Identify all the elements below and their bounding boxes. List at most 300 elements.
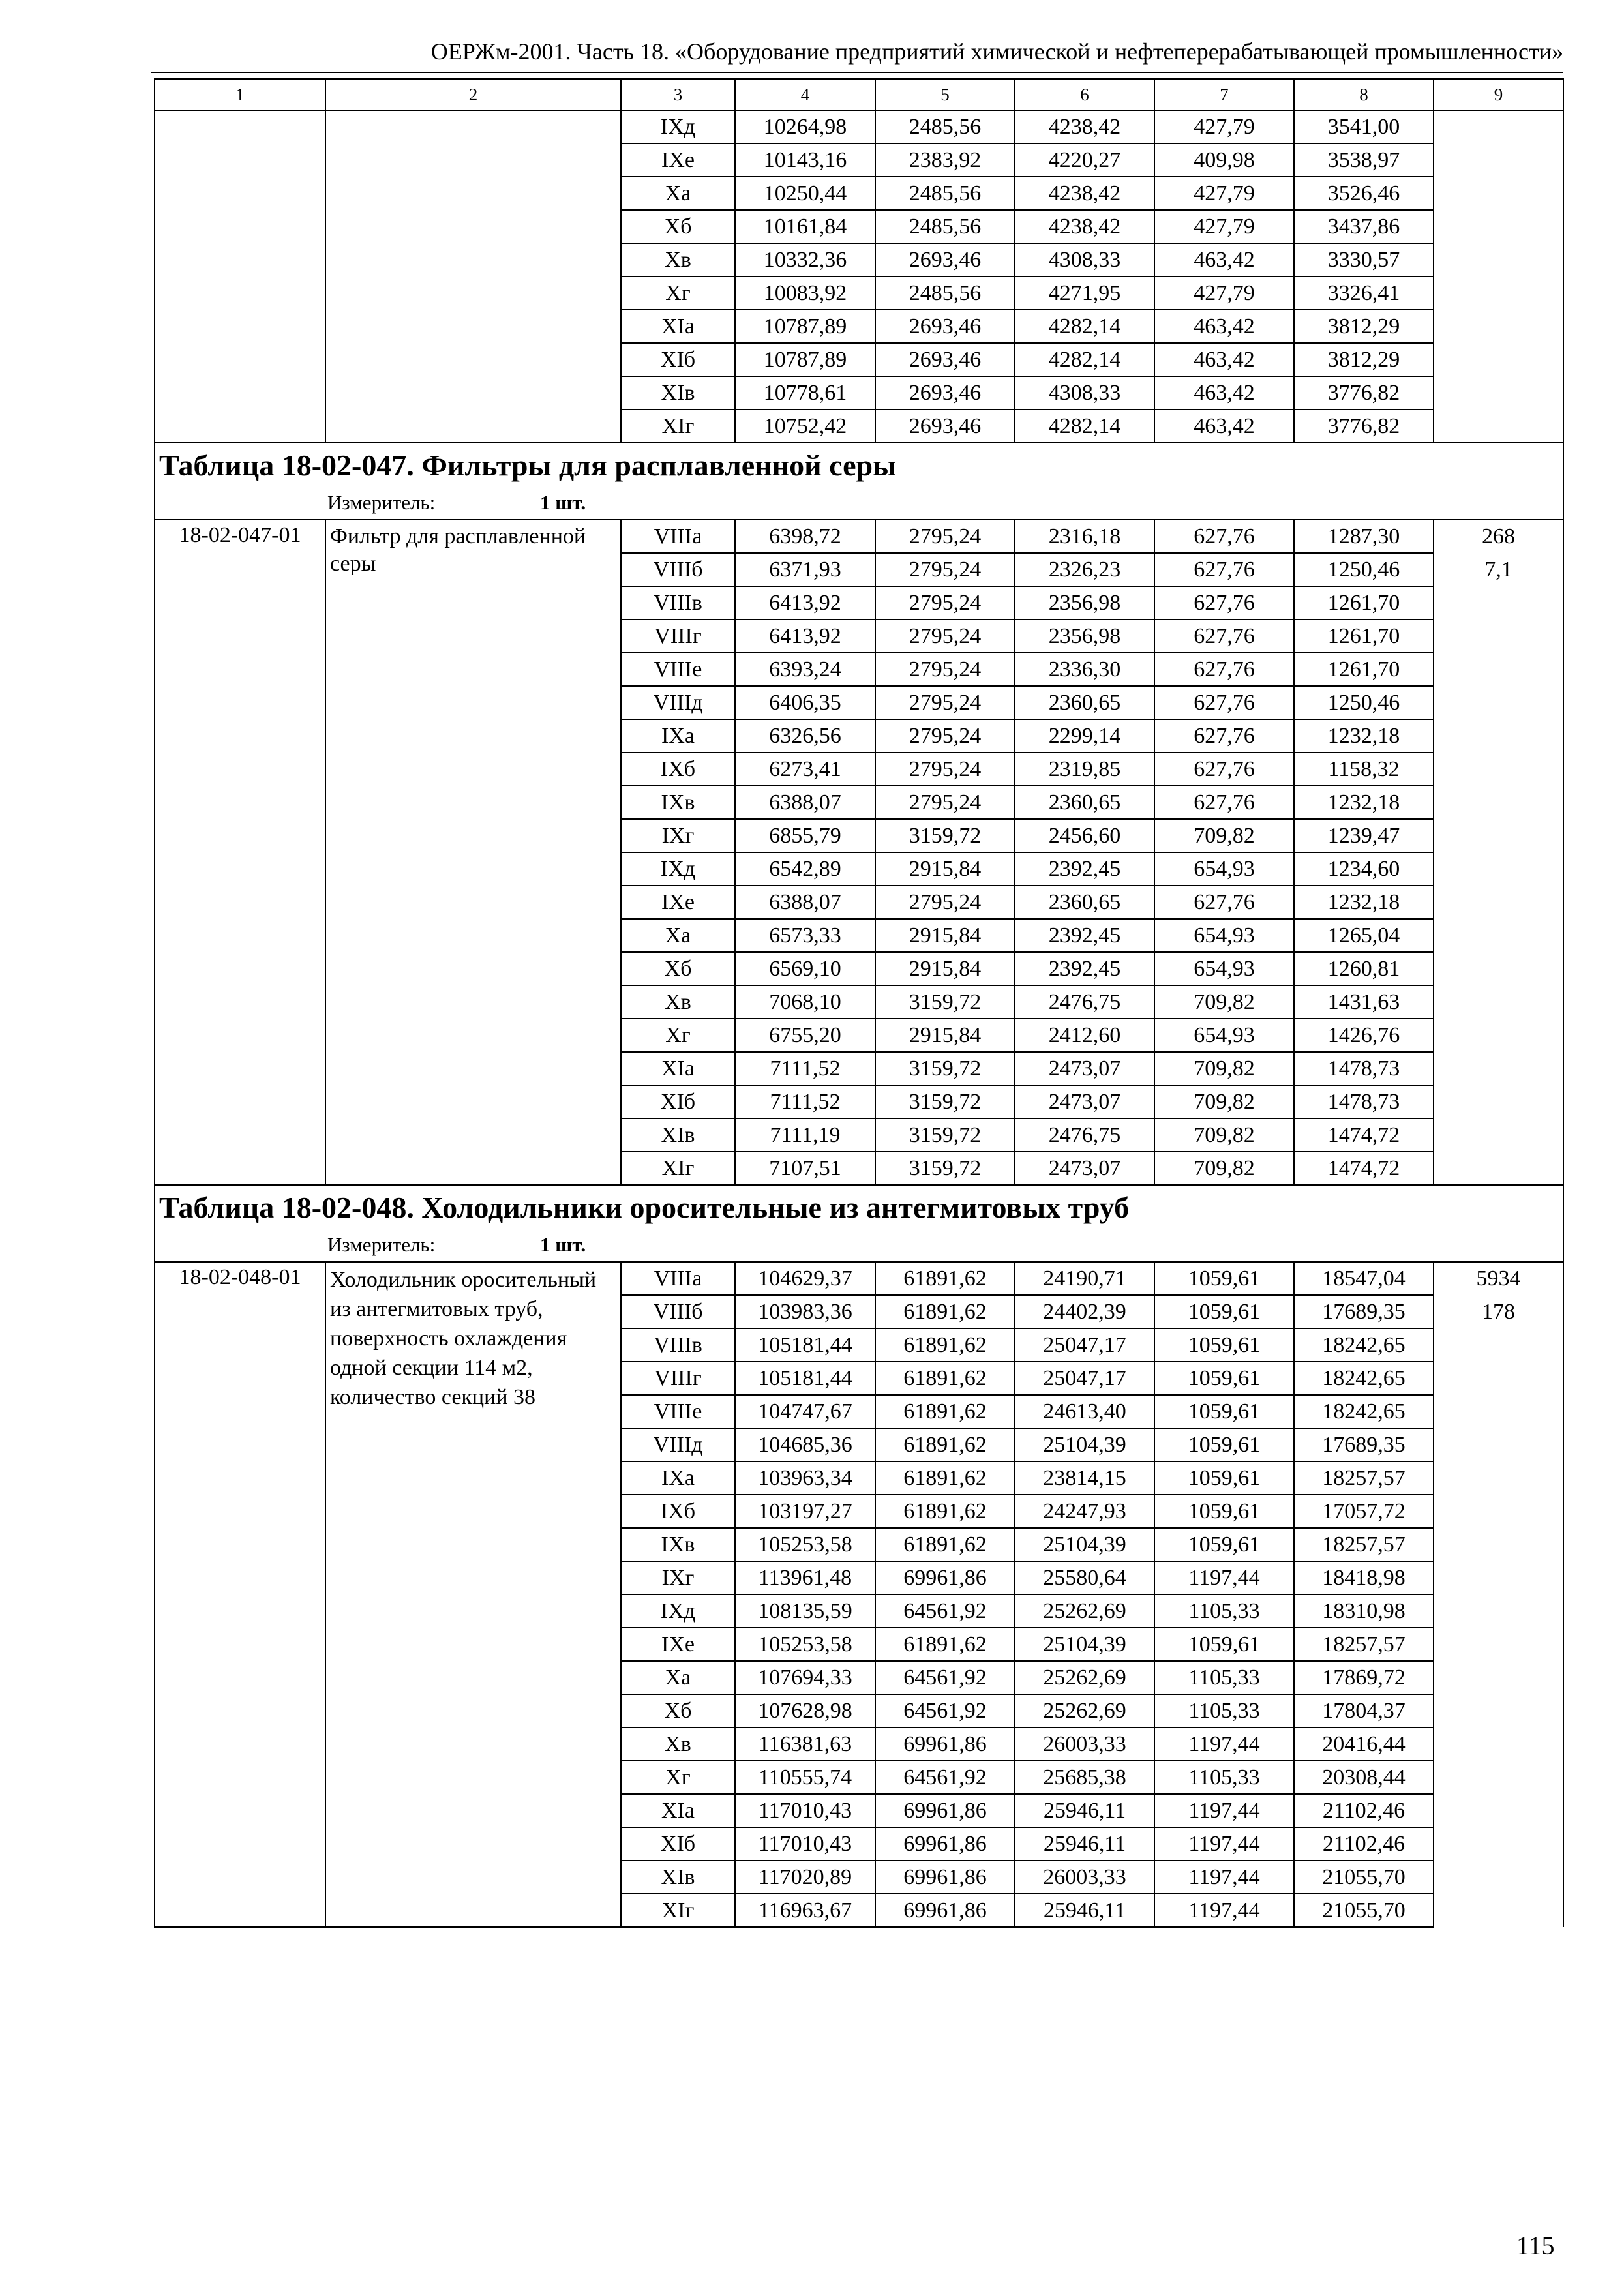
col9-cell	[1434, 1794, 1563, 1827]
col9-cell	[1434, 1152, 1563, 1185]
zone-cell: Xг	[621, 277, 735, 310]
col9-cell	[1434, 686, 1563, 719]
value-cell: 1232,18	[1294, 786, 1434, 819]
column-number: 5	[875, 79, 1015, 110]
value-cell: 627,76	[1154, 719, 1294, 753]
value-cell: 654,93	[1154, 1019, 1294, 1052]
value-cell: 4238,42	[1015, 210, 1154, 243]
zone-cell: IXв	[621, 1528, 735, 1561]
zone-cell: VIIIб	[621, 553, 735, 586]
value-cell: 10332,36	[735, 243, 875, 277]
value-cell: 64561,92	[875, 1661, 1015, 1694]
value-cell: 25946,11	[1015, 1827, 1154, 1861]
zone-cell: Xа	[621, 1661, 735, 1694]
zone-cell: Xб	[621, 1694, 735, 1728]
value-cell: 4308,33	[1015, 376, 1154, 410]
value-cell: 2795,24	[875, 753, 1015, 786]
value-cell: 6413,92	[735, 586, 875, 620]
value-cell: 2473,07	[1015, 1085, 1154, 1118]
value-cell: 463,42	[1154, 243, 1294, 277]
value-cell: 627,76	[1154, 653, 1294, 686]
value-cell: 1105,33	[1154, 1694, 1294, 1728]
value-cell: 1426,76	[1294, 1019, 1434, 1052]
table-title: Таблица 18-02-047. Фильтры для расплавленной серы	[155, 443, 1563, 486]
zone-cell: IXд	[621, 110, 735, 143]
col9-cell	[1434, 1561, 1563, 1594]
value-cell: 654,93	[1154, 919, 1294, 952]
value-cell: 2456,60	[1015, 819, 1154, 852]
value-cell: 26003,33	[1015, 1728, 1154, 1761]
table-body	[155, 79, 1563, 1927]
value-cell: 1059,61	[1154, 1395, 1294, 1428]
col9-cell	[1434, 343, 1563, 376]
value-cell: 108135,59	[735, 1594, 875, 1628]
value-cell: 104629,37	[735, 1262, 875, 1295]
name-cell	[325, 110, 621, 443]
value-cell: 627,76	[1154, 586, 1294, 620]
col9-cell: 268	[1434, 520, 1563, 553]
value-cell: 709,82	[1154, 1118, 1294, 1152]
col9-cell: 178	[1434, 1295, 1563, 1328]
value-cell: 3812,29	[1294, 343, 1434, 376]
value-cell: 3538,97	[1294, 143, 1434, 177]
value-cell: 2473,07	[1015, 1152, 1154, 1185]
value-cell: 105253,58	[735, 1628, 875, 1661]
value-cell: 61891,62	[875, 1628, 1015, 1661]
value-cell: 2412,60	[1015, 1019, 1154, 1052]
value-cell: 61891,62	[875, 1262, 1015, 1295]
col9-cell	[1434, 985, 1563, 1019]
value-cell: 463,42	[1154, 343, 1294, 376]
col9-cell: 5934	[1434, 1262, 1563, 1295]
value-cell: 1232,18	[1294, 719, 1434, 753]
value-cell: 18242,65	[1294, 1362, 1434, 1395]
value-cell: 3776,82	[1294, 410, 1434, 443]
value-cell: 7111,52	[735, 1085, 875, 1118]
value-cell: 2356,98	[1015, 586, 1154, 620]
value-cell: 2326,23	[1015, 553, 1154, 586]
value-cell: 627,76	[1154, 686, 1294, 719]
value-cell: 1232,18	[1294, 886, 1434, 919]
col9-cell	[1434, 753, 1563, 786]
value-cell: 2319,85	[1015, 753, 1154, 786]
value-cell: 627,76	[1154, 620, 1294, 653]
value-cell: 64561,92	[875, 1694, 1015, 1728]
zone-cell: Xб	[621, 210, 735, 243]
column-number: 6	[1015, 79, 1154, 110]
value-cell: 709,82	[1154, 1152, 1294, 1185]
zone-cell: Xв	[621, 1728, 735, 1761]
column-number: 2	[325, 79, 621, 110]
value-cell: 2473,07	[1015, 1052, 1154, 1085]
value-cell: 117020,89	[735, 1861, 875, 1894]
value-cell: 1059,61	[1154, 1461, 1294, 1495]
value-cell: 61891,62	[875, 1495, 1015, 1528]
value-cell: 4271,95	[1015, 277, 1154, 310]
col9-cell	[1434, 177, 1563, 210]
value-cell: 463,42	[1154, 410, 1294, 443]
col9-cell	[1434, 1495, 1563, 1528]
col9-cell: 7,1	[1434, 553, 1563, 586]
col9-cell	[1434, 1395, 1563, 1428]
value-cell: 463,42	[1154, 376, 1294, 410]
zone-cell: IXе	[621, 886, 735, 919]
zone-cell: XIа	[621, 310, 735, 343]
value-cell: 6393,24	[735, 653, 875, 686]
value-cell: 10787,89	[735, 343, 875, 376]
zone-cell: IXг	[621, 819, 735, 852]
value-cell: 10083,92	[735, 277, 875, 310]
value-cell: 61891,62	[875, 1528, 1015, 1561]
col9-cell	[1434, 1728, 1563, 1761]
zone-cell: IXе	[621, 1628, 735, 1661]
measure-row	[155, 1229, 1563, 1262]
value-cell: 1234,60	[1294, 852, 1434, 886]
col9-cell	[1434, 1328, 1563, 1362]
zone-cell: Xв	[621, 985, 735, 1019]
value-cell: 627,76	[1154, 553, 1294, 586]
value-cell: 3526,46	[1294, 177, 1434, 210]
value-cell: 21055,70	[1294, 1861, 1434, 1894]
price-table	[154, 78, 1564, 1928]
value-cell: 18418,98	[1294, 1561, 1434, 1594]
col9-cell	[1434, 1594, 1563, 1628]
col9-cell	[1434, 819, 1563, 852]
col9-cell	[1434, 1428, 1563, 1461]
value-cell: 1478,73	[1294, 1052, 1434, 1085]
value-cell: 64561,92	[875, 1594, 1015, 1628]
zone-cell: XIг	[621, 1152, 735, 1185]
value-cell: 3159,72	[875, 985, 1015, 1019]
value-cell: 4282,14	[1015, 343, 1154, 376]
value-cell: 23814,15	[1015, 1461, 1154, 1495]
zone-cell: XIа	[621, 1794, 735, 1827]
col9-cell	[1434, 1362, 1563, 1395]
value-cell: 1105,33	[1154, 1661, 1294, 1694]
value-cell: 20416,44	[1294, 1728, 1434, 1761]
value-cell: 1059,61	[1154, 1295, 1294, 1328]
value-cell: 1197,44	[1154, 1561, 1294, 1594]
zone-cell: Xа	[621, 177, 735, 210]
value-cell: 1059,61	[1154, 1495, 1294, 1528]
value-cell: 3541,00	[1294, 110, 1434, 143]
value-cell: 2915,84	[875, 1019, 1015, 1052]
value-cell: 3159,72	[875, 1085, 1015, 1118]
value-cell: 1478,73	[1294, 1085, 1434, 1118]
value-cell: 2336,30	[1015, 653, 1154, 686]
value-cell: 6855,79	[735, 819, 875, 852]
value-cell: 105181,44	[735, 1328, 875, 1362]
col9-cell	[1434, 919, 1563, 952]
value-cell: 1250,46	[1294, 553, 1434, 586]
value-cell: 25262,69	[1015, 1661, 1154, 1694]
value-cell: 17869,72	[1294, 1661, 1434, 1694]
value-cell: 2476,75	[1015, 985, 1154, 1019]
column-number: 8	[1294, 79, 1434, 110]
value-cell: 10143,16	[735, 143, 875, 177]
value-cell: 6569,10	[735, 952, 875, 985]
value-cell: 2693,46	[875, 410, 1015, 443]
value-cell: 4282,14	[1015, 410, 1154, 443]
zone-cell: VIIIд	[621, 1428, 735, 1461]
value-cell: 105181,44	[735, 1362, 875, 1395]
zone-cell: VIIIг	[621, 1362, 735, 1395]
value-cell: 1287,30	[1294, 520, 1434, 553]
value-cell: 2485,56	[875, 177, 1015, 210]
value-cell: 110555,74	[735, 1761, 875, 1794]
value-cell: 18257,57	[1294, 1461, 1434, 1495]
section-title-row	[155, 443, 1563, 486]
value-cell: 4308,33	[1015, 243, 1154, 277]
value-cell: 2485,56	[875, 277, 1015, 310]
value-cell: 2795,24	[875, 719, 1015, 753]
col9-cell	[1434, 1861, 1563, 1894]
value-cell: 2485,56	[875, 210, 1015, 243]
col9-cell	[1434, 1019, 1563, 1052]
value-cell: 24613,40	[1015, 1395, 1154, 1428]
zone-cell: Xг	[621, 1761, 735, 1794]
value-cell: 1059,61	[1154, 1428, 1294, 1461]
value-cell: 18257,57	[1294, 1628, 1434, 1661]
col9-cell	[1434, 243, 1563, 277]
value-cell: 709,82	[1154, 1085, 1294, 1118]
value-cell: 69961,86	[875, 1728, 1015, 1761]
col9-cell	[1434, 1461, 1563, 1495]
zone-cell: XIа	[621, 1052, 735, 1085]
value-cell: 10264,98	[735, 110, 875, 143]
table-row	[155, 1262, 1563, 1295]
zone-cell: XIв	[621, 1118, 735, 1152]
value-cell: 25580,64	[1015, 1561, 1154, 1594]
value-cell: 463,42	[1154, 310, 1294, 343]
value-cell: 6406,35	[735, 686, 875, 719]
column-number: 1	[155, 79, 325, 110]
value-cell: 6273,41	[735, 753, 875, 786]
table-row	[155, 110, 1563, 143]
value-cell: 10161,84	[735, 210, 875, 243]
value-cell: 61891,62	[875, 1295, 1015, 1328]
value-cell: 427,79	[1154, 110, 1294, 143]
column-number: 9	[1434, 79, 1563, 110]
table-title: Таблица 18-02-048. Холодильники оросительные из антегмитовых труб	[155, 1185, 1563, 1229]
value-cell: 627,76	[1154, 886, 1294, 919]
value-cell: 1105,33	[1154, 1594, 1294, 1628]
value-cell: 2795,24	[875, 786, 1015, 819]
value-cell: 1197,44	[1154, 1861, 1294, 1894]
value-cell: 2485,56	[875, 110, 1015, 143]
zone-cell: VIIIе	[621, 1395, 735, 1428]
value-cell: 3326,41	[1294, 277, 1434, 310]
col9-cell	[1434, 1052, 1563, 1085]
value-cell: 103983,36	[735, 1295, 875, 1328]
column-number: 3	[621, 79, 735, 110]
value-cell: 25946,11	[1015, 1794, 1154, 1827]
value-cell: 427,79	[1154, 277, 1294, 310]
measure-unit: 1 шт.	[540, 491, 586, 514]
value-cell: 3812,29	[1294, 310, 1434, 343]
code-cell: 18-02-048-01	[155, 1262, 325, 1927]
value-cell: 6388,07	[735, 786, 875, 819]
value-cell: 2693,46	[875, 243, 1015, 277]
value-cell: 2360,65	[1015, 886, 1154, 919]
col9-cell	[1434, 210, 1563, 243]
value-cell: 1260,81	[1294, 952, 1434, 985]
value-cell: 61891,62	[875, 1395, 1015, 1428]
value-cell: 3776,82	[1294, 376, 1434, 410]
value-cell: 2795,24	[875, 653, 1015, 686]
value-cell: 2915,84	[875, 852, 1015, 886]
value-cell: 3330,57	[1294, 243, 1434, 277]
value-cell: 116381,63	[735, 1728, 875, 1761]
value-cell: 10787,89	[735, 310, 875, 343]
value-cell: 1059,61	[1154, 1262, 1294, 1295]
value-cell: 709,82	[1154, 985, 1294, 1019]
zone-cell: Xа	[621, 919, 735, 952]
col9-cell	[1434, 310, 1563, 343]
measure-row	[155, 486, 1563, 520]
col9-cell	[1434, 1694, 1563, 1728]
value-cell: 21102,46	[1294, 1794, 1434, 1827]
zone-cell: VIIIд	[621, 686, 735, 719]
value-cell: 6542,89	[735, 852, 875, 886]
value-cell: 1431,63	[1294, 985, 1434, 1019]
col9-cell	[1434, 786, 1563, 819]
zone-cell: Xв	[621, 243, 735, 277]
value-cell: 6388,07	[735, 886, 875, 919]
value-cell: 61891,62	[875, 1428, 1015, 1461]
col9-cell	[1434, 143, 1563, 177]
section-title-row	[155, 1185, 1563, 1229]
value-cell: 1197,44	[1154, 1728, 1294, 1761]
value-cell: 4238,42	[1015, 177, 1154, 210]
zone-cell: XIв	[621, 376, 735, 410]
value-cell: 25047,17	[1015, 1328, 1154, 1362]
value-cell: 2795,24	[875, 520, 1015, 553]
zone-cell: Xг	[621, 1019, 735, 1052]
measure-cell	[155, 1229, 1563, 1262]
value-cell: 3437,86	[1294, 210, 1434, 243]
zone-cell: XIб	[621, 343, 735, 376]
measure-label: Измеритель:	[327, 491, 436, 514]
value-cell: 20308,44	[1294, 1761, 1434, 1794]
running-header: ОЕРЖм-2001. Часть 18. «Оборудование предприятий химической и нефтеперерабатывающей промышленности»	[151, 38, 1563, 73]
value-cell: 10250,44	[735, 177, 875, 210]
col9-cell	[1434, 886, 1563, 919]
value-cell: 2693,46	[875, 376, 1015, 410]
value-cell: 3159,72	[875, 1152, 1015, 1185]
value-cell: 409,98	[1154, 143, 1294, 177]
value-cell: 25946,11	[1015, 1894, 1154, 1927]
value-cell: 2795,24	[875, 553, 1015, 586]
value-cell: 18242,65	[1294, 1328, 1434, 1362]
value-cell: 3159,72	[875, 1118, 1015, 1152]
col9-cell	[1434, 277, 1563, 310]
value-cell: 103963,34	[735, 1461, 875, 1495]
zone-cell: IXд	[621, 852, 735, 886]
column-number-row	[155, 79, 1563, 110]
value-cell: 1250,46	[1294, 686, 1434, 719]
value-cell: 2392,45	[1015, 952, 1154, 985]
value-cell: 627,76	[1154, 520, 1294, 553]
value-cell: 24402,39	[1015, 1295, 1154, 1328]
value-cell: 2693,46	[875, 343, 1015, 376]
value-cell: 709,82	[1154, 819, 1294, 852]
zone-cell: IXг	[621, 1561, 735, 1594]
zone-cell: Xб	[621, 952, 735, 985]
value-cell: 1261,70	[1294, 653, 1434, 686]
value-cell: 18257,57	[1294, 1528, 1434, 1561]
value-cell: 1265,04	[1294, 919, 1434, 952]
zone-cell: IXе	[621, 143, 735, 177]
col9-cell	[1434, 719, 1563, 753]
col9-cell	[1434, 1085, 1563, 1118]
value-cell: 2915,84	[875, 952, 1015, 985]
value-cell: 17804,37	[1294, 1694, 1434, 1728]
value-cell: 627,76	[1154, 786, 1294, 819]
col9-cell	[1434, 852, 1563, 886]
value-cell: 1197,44	[1154, 1827, 1294, 1861]
value-cell: 113961,48	[735, 1561, 875, 1594]
value-cell: 1105,33	[1154, 1761, 1294, 1794]
value-cell: 4238,42	[1015, 110, 1154, 143]
col9-cell	[1434, 653, 1563, 686]
zone-cell: IXд	[621, 1594, 735, 1628]
value-cell: 21102,46	[1294, 1827, 1434, 1861]
value-cell: 6326,56	[735, 719, 875, 753]
value-cell: 104685,36	[735, 1428, 875, 1461]
value-cell: 18242,65	[1294, 1395, 1434, 1428]
value-cell: 7068,10	[735, 985, 875, 1019]
value-cell: 4282,14	[1015, 310, 1154, 343]
value-cell: 6398,72	[735, 520, 875, 553]
value-cell: 69961,86	[875, 1827, 1015, 1861]
value-cell: 2795,24	[875, 586, 1015, 620]
value-cell: 17689,35	[1294, 1295, 1434, 1328]
zone-cell: VIIIв	[621, 586, 735, 620]
zone-cell: IXа	[621, 1461, 735, 1495]
value-cell: 107628,98	[735, 1694, 875, 1728]
value-cell: 2795,24	[875, 686, 1015, 719]
value-cell: 7107,51	[735, 1152, 875, 1185]
value-cell: 654,93	[1154, 852, 1294, 886]
col9-cell	[1434, 1528, 1563, 1561]
value-cell: 1059,61	[1154, 1362, 1294, 1395]
value-cell: 21055,70	[1294, 1894, 1434, 1927]
value-cell: 61891,62	[875, 1328, 1015, 1362]
zone-cell: VIIIе	[621, 653, 735, 686]
value-cell: 427,79	[1154, 210, 1294, 243]
value-cell: 2915,84	[875, 919, 1015, 952]
zone-cell: XIг	[621, 410, 735, 443]
zone-cell: VIIIв	[621, 1328, 735, 1362]
value-cell: 1474,72	[1294, 1118, 1434, 1152]
value-cell: 25047,17	[1015, 1362, 1154, 1395]
value-cell: 103197,27	[735, 1495, 875, 1528]
zone-cell: XIб	[621, 1827, 735, 1861]
value-cell: 25262,69	[1015, 1694, 1154, 1728]
value-cell: 18310,98	[1294, 1594, 1434, 1628]
value-cell: 2795,24	[875, 886, 1015, 919]
value-cell: 64561,92	[875, 1761, 1015, 1794]
value-cell: 24247,93	[1015, 1495, 1154, 1528]
col9-cell	[1434, 952, 1563, 985]
value-cell: 2316,18	[1015, 520, 1154, 553]
zone-cell: IXб	[621, 753, 735, 786]
value-cell: 7111,19	[735, 1118, 875, 1152]
col9-cell	[1434, 110, 1563, 143]
value-cell: 6371,93	[735, 553, 875, 586]
value-cell: 107694,33	[735, 1661, 875, 1694]
